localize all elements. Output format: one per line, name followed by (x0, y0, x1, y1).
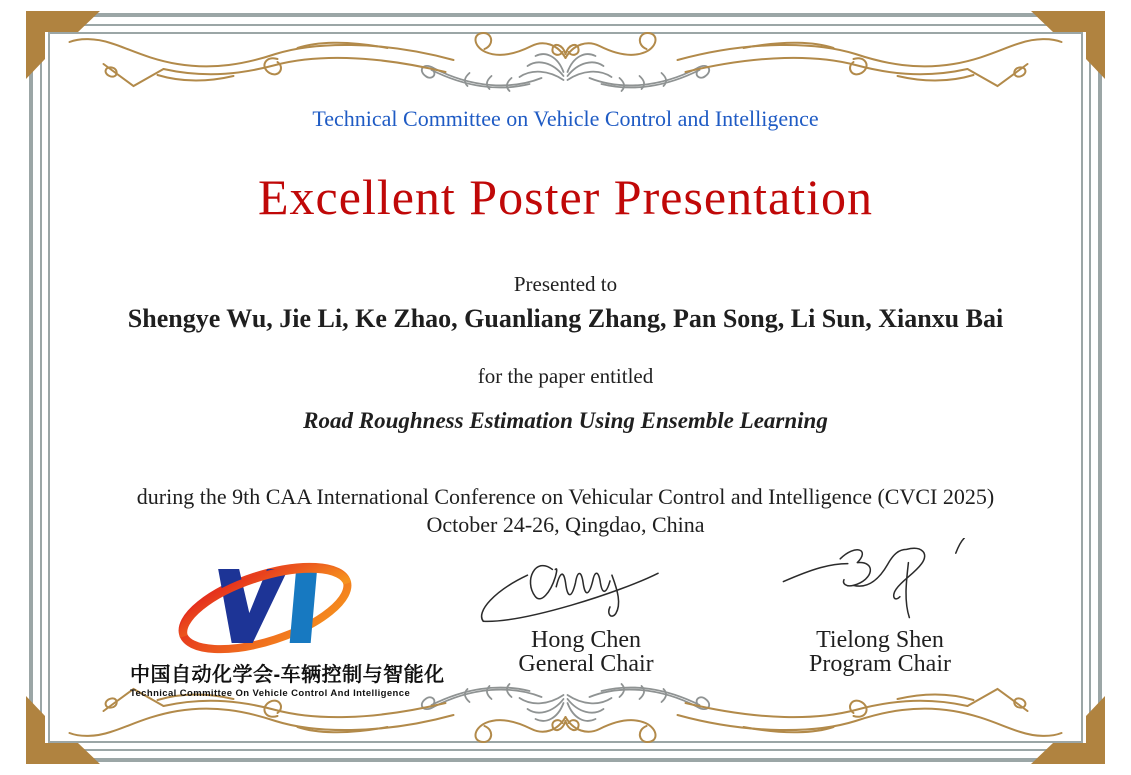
certificate-title: Excellent Poster Presentation (258, 169, 873, 225)
logo-name-en: Technical Committee On Vehicle Control And Intelligence (130, 688, 411, 699)
general-chair-signature-icon (471, 556, 701, 628)
organization-logo (130, 560, 445, 699)
signature-block-general-chair (456, 556, 716, 676)
signature-block-program-chair (750, 538, 1010, 676)
signer-name: Hong Chen (531, 627, 641, 653)
event-date-line: October 24-26, Qingdao, China (426, 512, 705, 537)
paper-title: Road Roughness Estimation Using Ensemble Learning (303, 408, 828, 433)
paper-intro-label: for the paper entitled (477, 364, 654, 388)
recipient-names: Shengye Wu, Jie Li, Ke Zhao, Guanliang Zhang, Pan Song, Li Sun, Xianxu Bai (127, 304, 1004, 333)
logo-monogram-vi-icon (135, 560, 395, 658)
logo-letters (212, 569, 317, 643)
conference-line: during the 9th CAA International Conference on Vehicular Control and Intelligence (CVCI 2025) (136, 484, 995, 509)
signer-name: Tielong Shen (816, 627, 944, 653)
top-flourish-icon (70, 33, 1062, 91)
committee-name: Technical Committee on Vehicle Control and Intelligence (312, 106, 819, 131)
presented-to-label: Presented to (513, 272, 618, 296)
logo-name-zh: 中国自动化学会-车辆控制与智能化 (130, 664, 445, 686)
program-chair-signature-icon (770, 538, 990, 628)
signer-role: General Chair (518, 651, 654, 677)
signer-role: Program Chair (809, 651, 951, 677)
